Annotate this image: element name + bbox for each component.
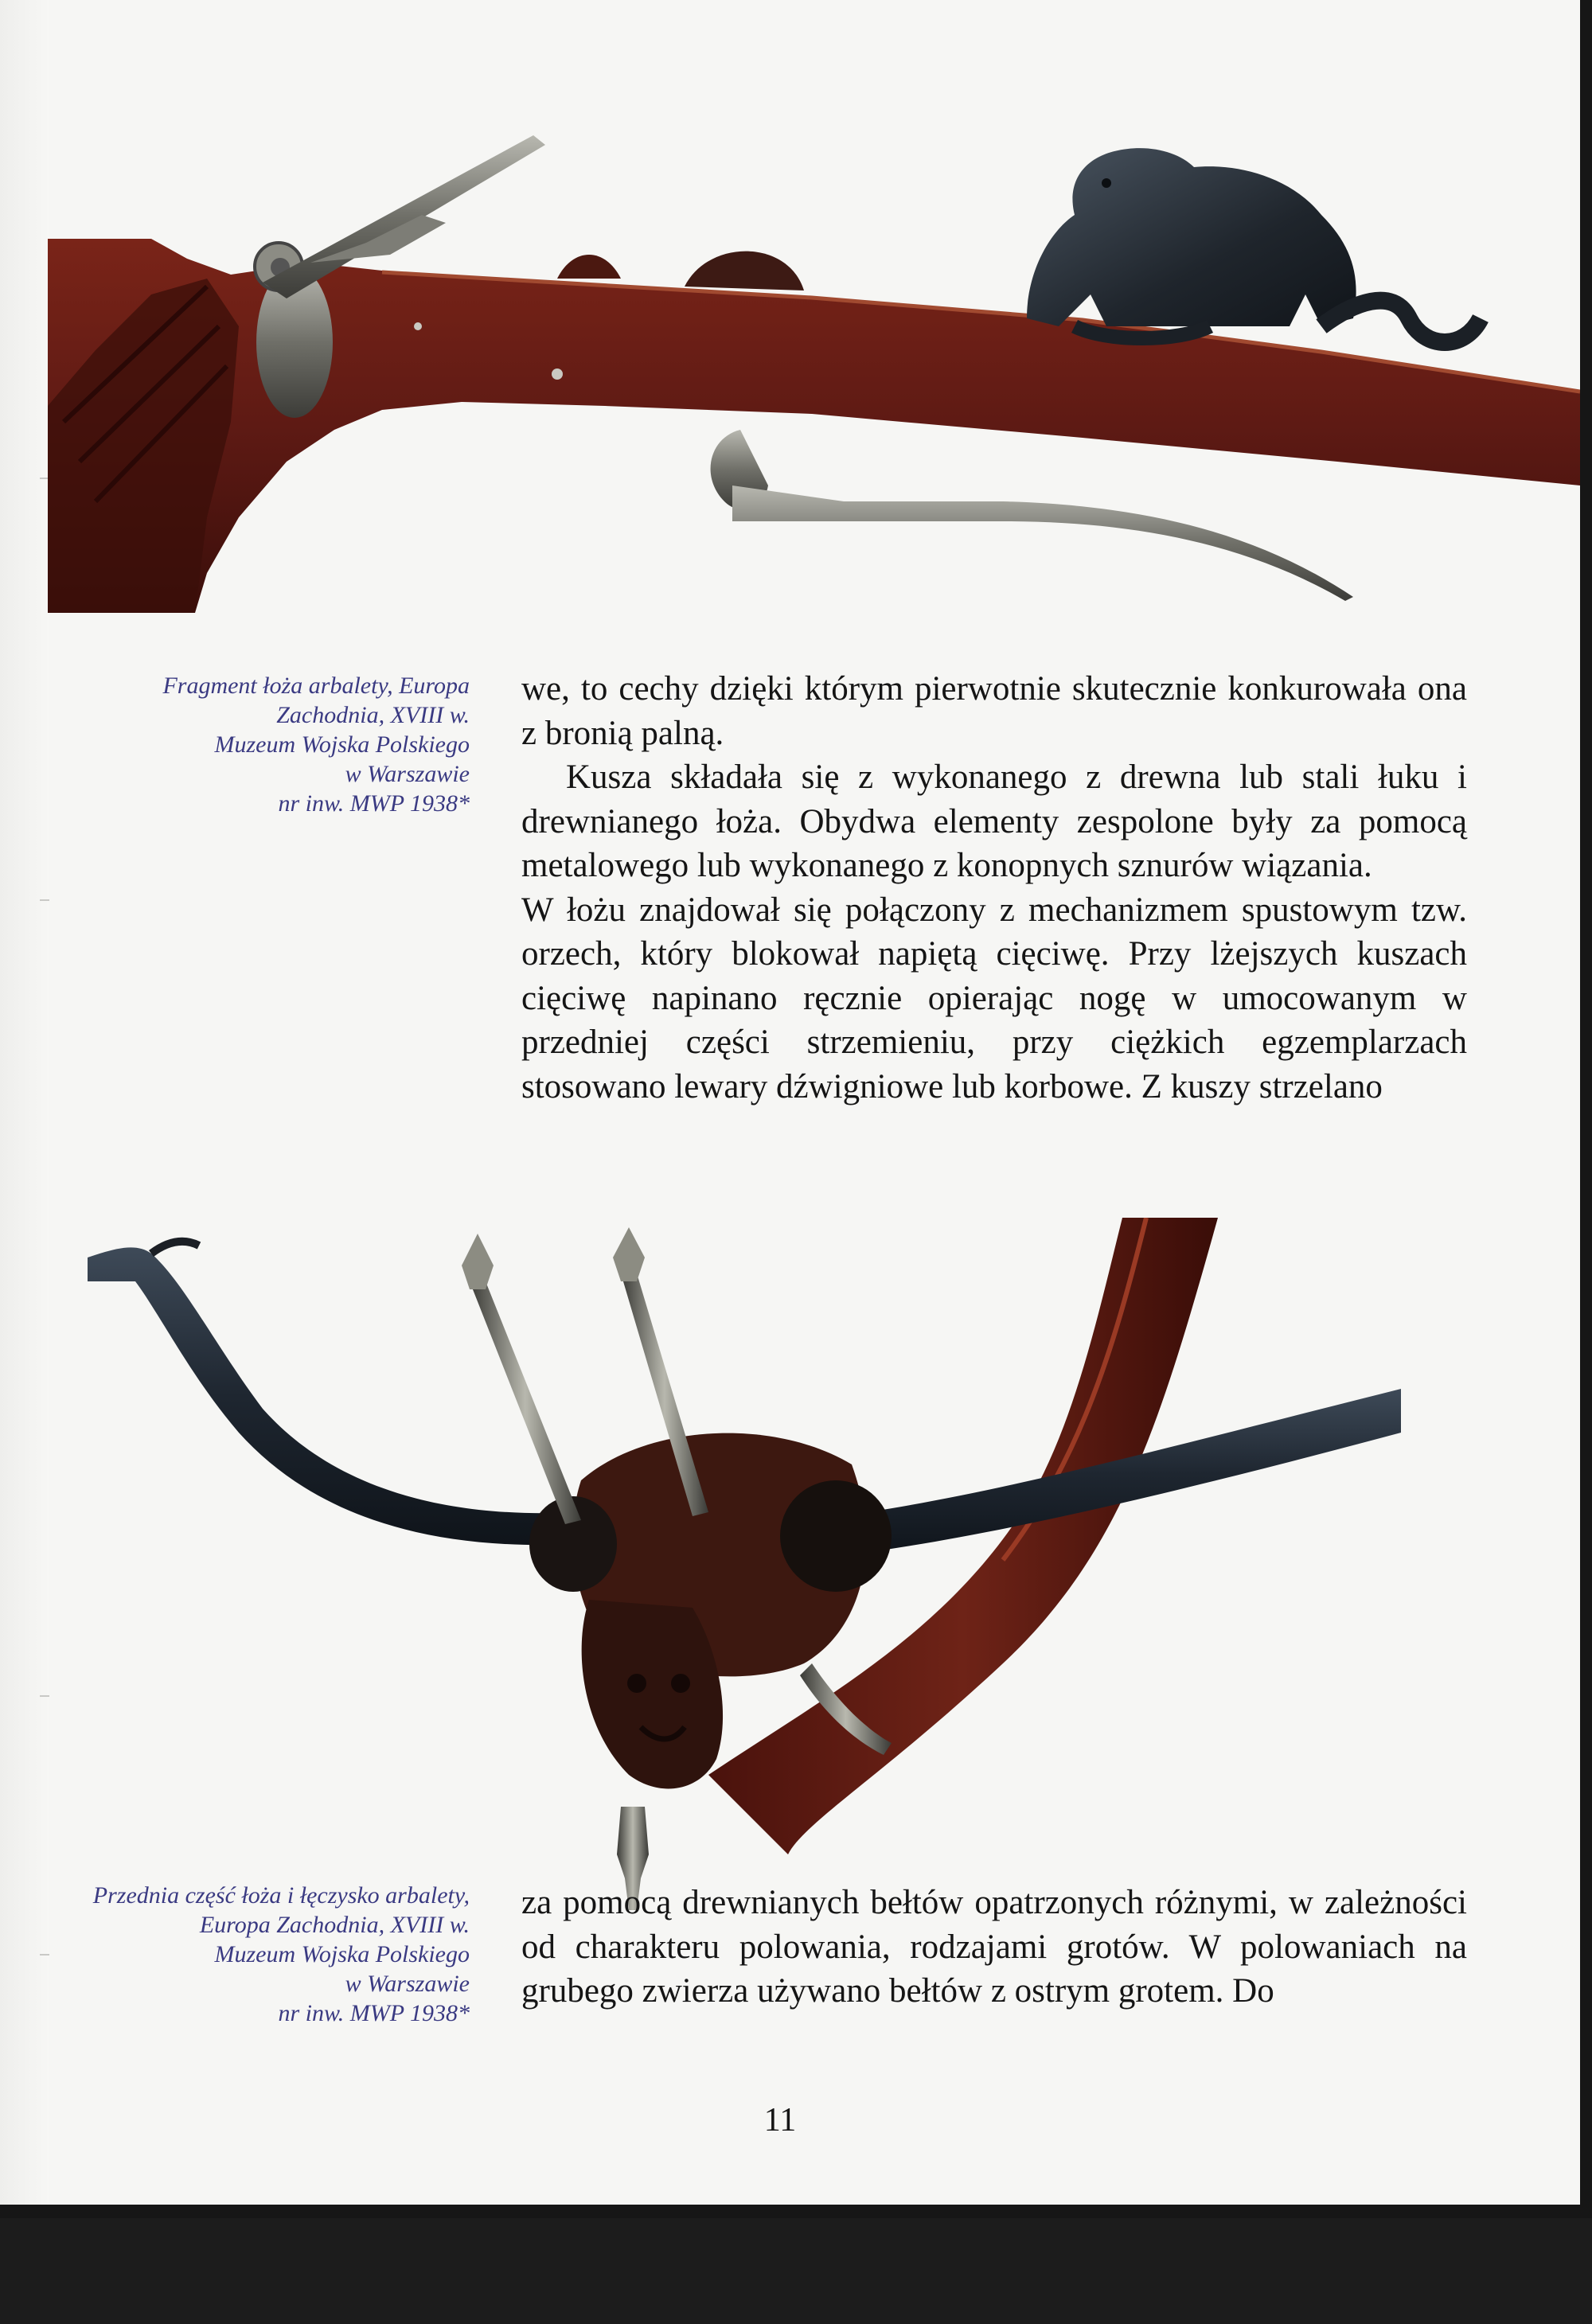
body-text-block-2 [521, 1881, 1467, 2014]
caption-line: Fragment łoża arbalety, Europa [162, 673, 470, 699]
gutter-strip [0, 0, 49, 2205]
scan-edge-right [1580, 0, 1592, 2218]
caption-line: nr inw. MWP 1938* [278, 790, 470, 817]
margin-mark [40, 899, 49, 901]
caption-line: Muzeum Wojska Polskiego [214, 1941, 470, 1967]
figure-caption-1 [119, 671, 470, 818]
margin-mark [40, 1954, 49, 1956]
caption-line: w Warszawie [345, 761, 470, 787]
crossbow-stock-photo [48, 88, 1580, 613]
paragraph: W łożu znajdował się połączony z mechanizmem spustowym tzw. orzech, który blokował napiętą cięciwę. Przy lżejszych kuszach cięciwę napinano ręcznie opierając nogę w umocowanym w przedniej części strzemieniu, przy ciężkich egzemplarzach stosowano lewary dźwigniowe lub korbowe. Z kuszy strzelano [521, 891, 1467, 1105]
caption-line: Muzeum Wojska Polskiego [214, 731, 470, 758]
crossbow-bow-photo [88, 1218, 1489, 2324]
scan-edge-bottom [0, 2205, 1592, 2218]
caption-line: Europa Zachodnia, XVIII w. [199, 1912, 470, 1938]
caption-line: w Warszawie [345, 1971, 470, 1997]
page-number: 11 [763, 2102, 797, 2139]
figure-caption-2 [84, 1881, 470, 2028]
paragraph: we, to cechy dzięki którym pierwotnie skutecznie konkurowała ona z bronią palną. [521, 670, 1467, 752]
caption-line: Przednia część łoża i łęczysko arbalety, [92, 1882, 470, 1909]
body-text-block-1 [521, 667, 1467, 1109]
paragraph: Kusza składała się z wykonanego z drewna lub stali łuku i drewnianego łoża. Obydwa elementy zespolone były za pomocą metalowego lub wykonanego z konopnych sznurów wiązania. [521, 758, 1467, 884]
paragraph: za pomocą drewnianych bełtów opatrzonych różnymi, w zależności od charakteru polowania, rodzajami grotów. W polowaniach na grubego zwierza używano bełtów z ostrym grotem. Do [521, 1884, 1467, 2010]
caption-line: nr inw. MWP 1938* [278, 2000, 470, 2026]
margin-mark [40, 1695, 49, 1697]
caption-line: Zachodnia, XVIII w. [276, 702, 470, 728]
